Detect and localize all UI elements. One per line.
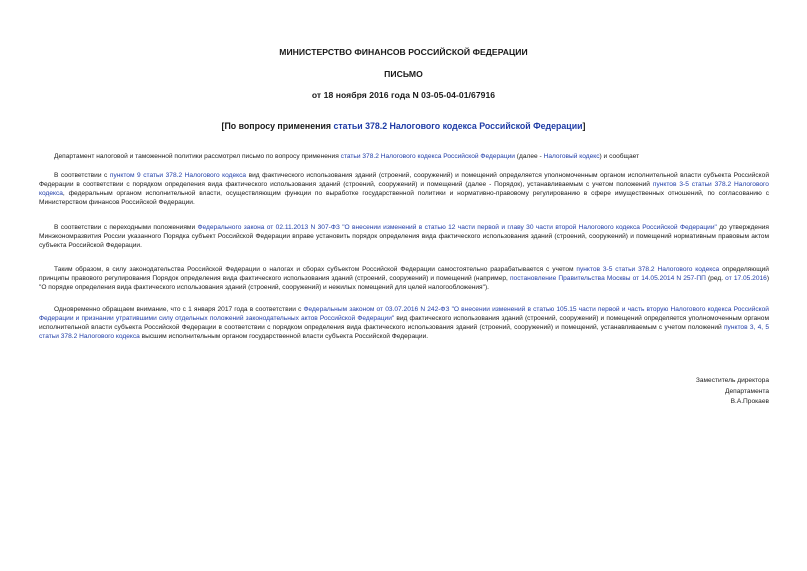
p5-text-1: Одновременно обращаем внимание, что с 1 января 2017 года в соответствии с bbox=[54, 306, 304, 313]
p5-text-3: высшим исполнительным органом государственной власти субъекта Российской Федерации. bbox=[139, 333, 429, 340]
p3-text-2: до утверждения Минэкономразвития России указанного Порядка субъект Российской Федерации вправе установить порядок определения вида фактического использования зданий (строений, сооружений) и помещений нормативным правовым актом субъекта Российской Федерации. bbox=[39, 224, 769, 249]
p1-text-2: (далее - bbox=[514, 153, 544, 160]
p5-text-2: вид фактического использования зданий (строений, сооружений) и помещений определяется уполномоченным органом исполнительной власти субъекта Российской Федерации в соответствии с порядком определения вида фактического использования зданий (строений, сооружений) и помещений, устанавливаемым с учетом положений bbox=[39, 315, 769, 331]
p3-text-1: В соответствии с переходными положениями bbox=[54, 224, 198, 231]
document-type: ПИСЬМО bbox=[384, 69, 423, 79]
title-suffix: ] bbox=[582, 121, 586, 131]
p4-text-4: ) "О порядке определения вида фактического использования зданий (строений, сооружений) и нежилых помещений для целей налогообложения"). bbox=[39, 275, 770, 291]
p2-text-2: вид фактического использования зданий (строений, сооружений) и помещений определяется уполномоченным органом исполнительной власти субъекта Российской Федерации в соответствии с порядком определения вида фактического использования зданий (строений, сооружений) и помещений (далее - Порядок), устанавливаемым с учетом положений bbox=[39, 172, 769, 188]
p2-link-points-3-5[interactable]: пунктов 3-5 статьи 378.2 Налогового кодекса bbox=[39, 181, 769, 197]
signature-block bbox=[629, 376, 769, 408]
paragraph-2 bbox=[39, 171, 769, 207]
title-prefix: [По вопросу применения bbox=[221, 121, 334, 131]
p2-text-3: , федеральным органом исполнительной власти, осуществляющим функции по выработке государственной политики и нормативно-правовому регулированию в сфере имущественных отношений, по согласованию с Министерством финансов Российской Федерации. bbox=[39, 190, 769, 206]
p1-text-1: Департамент налоговой и таможенной политики рассмотрел письмо по вопросу применения bbox=[54, 153, 341, 160]
p5-link-points-3-4-5[interactable]: пунктов 3, 4, 5 статьи 378.2 Налогового кодекса bbox=[39, 324, 769, 340]
p1-text-3: ) и сообщает bbox=[599, 153, 640, 160]
p2-link-point-9[interactable]: пунктом 9 статьи 378.2 Налогового кодекса bbox=[109, 172, 247, 179]
p2-text-1: В соответствии с bbox=[54, 172, 110, 179]
date-number: от 18 ноября 2016 года N 03-05-04-01/67916 bbox=[311, 90, 496, 100]
p5-link-federal-law-242[interactable]: Федеральным законом от 03.07.2016 N 242-ФЗ "О внесении изменений в статью 105.15 части первой и часть вторую Налогового кодекса Российской Федерации и признании утратившими силу отдельных положений законодательных актов Российской Федерации" bbox=[39, 306, 769, 322]
p4-text-1: Таким образом, в силу законодательства Российской Федерации о налогах и сборах субъектом Российской Федерации самостоятельно разрабатывается с учетом bbox=[54, 266, 577, 273]
paragraph-4 bbox=[39, 265, 769, 292]
signature-department: Департамента bbox=[725, 387, 769, 395]
document-title bbox=[0, 121, 807, 131]
p4-text-3: (ред. bbox=[705, 275, 726, 282]
p3-link-federal-law-307[interactable]: Федерального закона от 02.11.2013 N 307-ФЗ "О внесении изменений в статью 12 части первой и главу 30 части второй Налогового кодекса Российской Федерации" bbox=[197, 224, 717, 231]
ministry-heading: МИНИСТЕРСТВО ФИНАНСОВ РОССИЙСКОЙ ФЕДЕРАЦИИ bbox=[279, 47, 528, 57]
p4-link-edition-date[interactable]: от 17.05.2016 bbox=[725, 275, 767, 282]
p1-link-article[interactable]: статьи 378.2 Налогового кодекса Российской Федерации bbox=[340, 153, 515, 160]
p1-link-tax-code[interactable]: Налоговый кодекс bbox=[543, 153, 600, 160]
p4-text-2: определяющий принципы правового регулирования Порядок определения вида фактического использования зданий (строений, сооружений) и помещений (например, bbox=[39, 266, 769, 282]
paragraph-5 bbox=[39, 305, 769, 341]
paragraph-3 bbox=[39, 223, 769, 250]
title-link[interactable]: статьи 378.2 Налогового кодекса Российской Федерации bbox=[333, 121, 583, 131]
paragraph-1 bbox=[39, 152, 769, 161]
p4-link-moscow-resolution[interactable]: постановление Правительства Москвы от 14.05.2014 N 257-ПП bbox=[509, 275, 706, 282]
signature-name: В.А.Прокаев bbox=[730, 398, 769, 405]
p4-link-points-3-5[interactable]: пунктов 3-5 статьи 378.2 Налогового кодекса bbox=[576, 266, 720, 273]
signature-position: Заместитель директора bbox=[695, 377, 769, 384]
